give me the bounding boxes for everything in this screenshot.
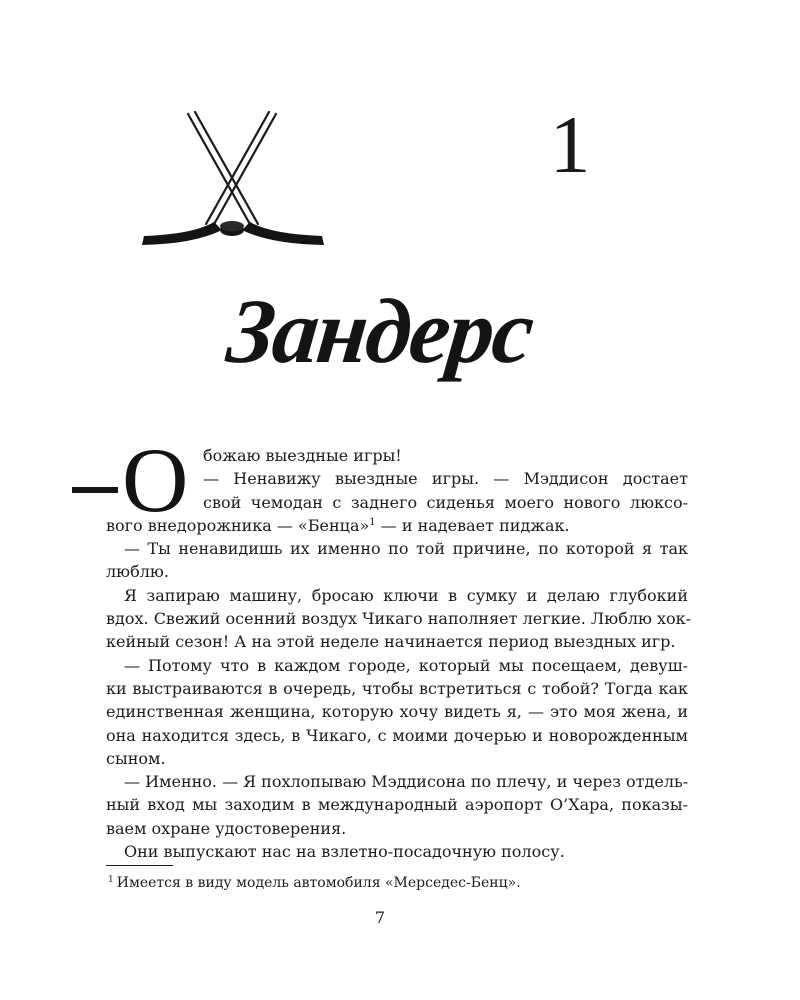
text-line: — Именно. — Я похлопываю Мэддисона по плечу, и через отдель- — [124, 772, 689, 792]
text-line: сыном. — [106, 748, 166, 768]
text-line: Они выпускают нас на взлетно-посадочную полосу. — [124, 842, 565, 862]
text-line: ваем охране удостоверения. — [106, 818, 347, 838]
footnote-text: Имеется в виду модель автомобиля «Мерседес-Бенц». — [116, 875, 521, 891]
text-line — [106, 514, 688, 537]
text-line: вдох. Свежий осенний воздух Чикаго наполняет легкие. Люблю хок- — [106, 609, 692, 629]
footnote — [106, 873, 666, 895]
text-line: ки выстраиваются в очередь, чтобы встретиться с тобой? Тогда как — [106, 678, 688, 698]
text-line: — Потому что в каждом городе, который мы посещаем, девуш- — [124, 655, 688, 675]
footnote-divider — [106, 865, 173, 866]
footnote-reference: 1 — [369, 516, 376, 528]
footnote-marker: 1 — [108, 875, 114, 885]
text-line: Я запираю машину, бросаю ключи в сумку и делаю глубокий — [124, 585, 688, 605]
text-line: — Ненавижу выездные игры. — Мэддисон достает — [203, 469, 688, 489]
chapter-body — [106, 444, 692, 863]
page-number: 7 — [374, 908, 386, 927]
text-line: единственная женщина, которую хочу видеть я, — это моя жена, и — [106, 702, 688, 722]
text-line: свой чемодан с заднего сиденья моего нового люксо- — [203, 492, 688, 512]
text-line: она находится здесь, в Чикаго, с моими дочерью и новорожденным — [106, 725, 688, 745]
chapter-title: Зандерс — [223, 280, 537, 382]
text-line: божаю выездные игры! — [203, 446, 402, 465]
text-line: ный вход мы заходим в международный аэропорт О’Хара, показы- — [106, 795, 688, 815]
text-line-part: вого внедорожника — «Бенца» — [106, 515, 370, 535]
text-line: кейный сезон! А на этой неделе начинается период выездных игр. — [106, 632, 676, 652]
crossed-hockey-sticks-icon — [138, 108, 328, 248]
text-line: люблю. — [106, 562, 169, 582]
text-line-part: — и надевает пиджак. — [375, 515, 570, 535]
drop-cap-letter: О — [122, 429, 189, 531]
chapter-number: 1 — [549, 99, 591, 190]
text-line: — Ты ненавидишь их именно по той причине, по которой я так — [124, 539, 688, 559]
